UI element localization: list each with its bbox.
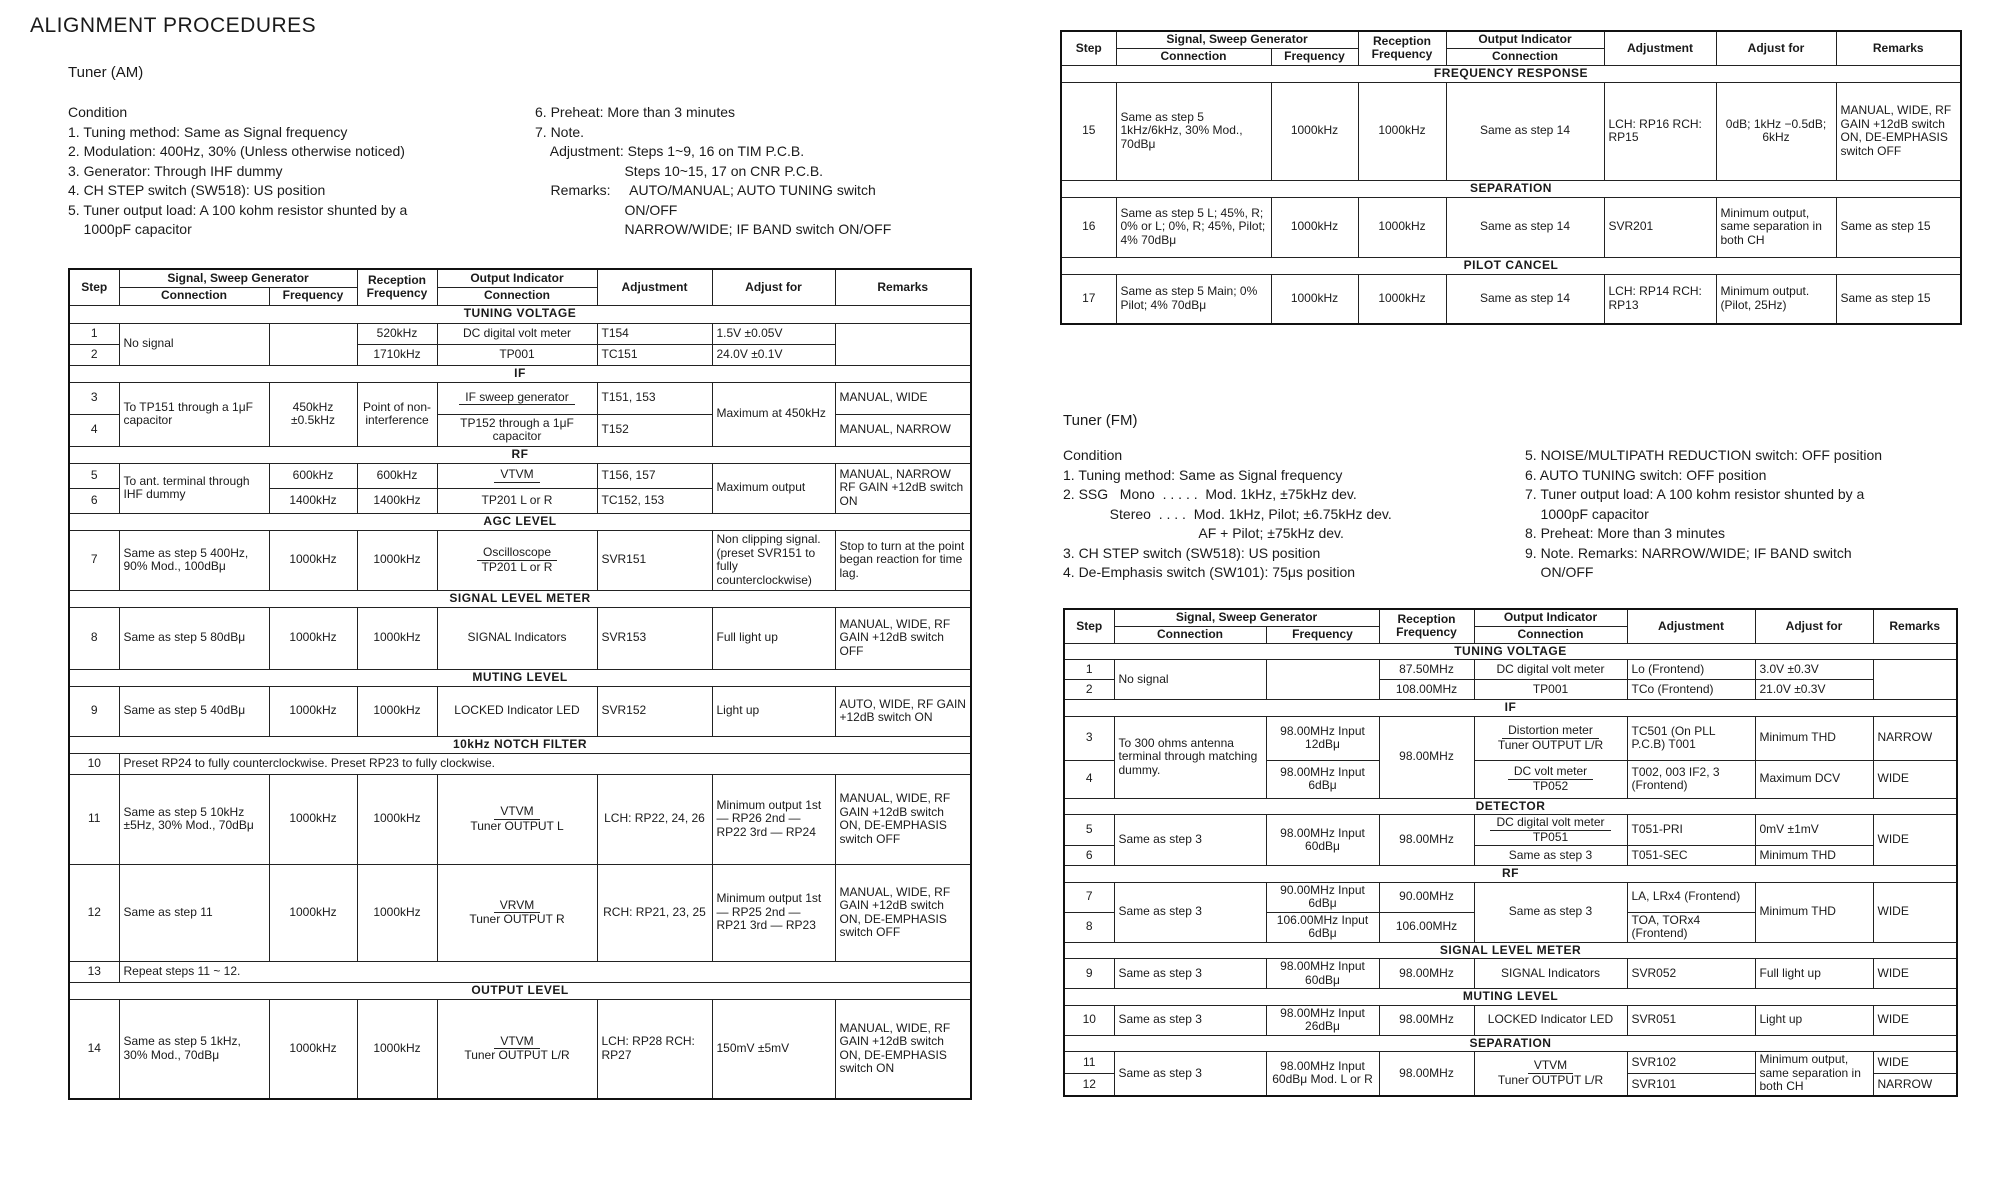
section-header: OUTPUT LEVEL (69, 982, 971, 999)
table-row: 7 Same as step 3 90.00MHz Input 6dBμ 90.00MHz Same as step 3 LA, LRx4 (Frontend) Minimum THD WIDE (1064, 882, 1957, 912)
table-row: 1 No signal 87.50MHz DC digital volt meter Lo (Frontend) 3.0V ±0.3V (1064, 660, 1957, 680)
table-row: 3 To TP151 through a 1μF capacitor 450kHz ±0.5kHz Point of non-interference IF sweep generator T151, 153 Maximum at 450kHz MANUAL, WIDE (69, 382, 971, 414)
table-row: 11 Same as step 5 10kHz ±5Hz, 30% Mod., 70dBμ 1000kHz 1000kHz VTVM Tuner OUTPUT L LCH: RP22, 24, 26 Minimum output 1st — RP26 2nd — RP22 3rd — RP24 MANUAL, WIDE, RF GAIN +12dB switch ON, DE-EMPHASIS switch OFF (69, 774, 971, 864)
table-row: 7 Same as step 5 400Hz, 90% Mod., 100dBμ 1000kHz 1000kHz Oscilloscope TP201 L or R SVR151 Non clipping signal. (preset SVR151 to fully counterclockwise) Stop to turn at the point began reaction for time lag. (69, 530, 971, 590)
col-remarks: Remarks (835, 269, 971, 305)
fm-condition-left: Condition 1. Tuning method: Same as Signal frequency 2. SSG Mono . . . . . Mod. 1kHz, ±75kHz dev. Stereo . . . . Mod. 1kHz, Pilot; ±6.75kHz dev. AF + Pilot; ±75kHz dev. 3. CH STEP switch (SW518): US position 4. De-Emphasis switch (SW101): 75μs position (1063, 447, 1392, 580)
am-alignment-table-continued: Step Signal, Sweep Generator Reception Frequency Output Indicator Adjustment Adjust for Remarks Connection Frequency Connection FREQUENCY RESPONSE 15 Same as step 5 1kHz/6kHz, 30% Mod., 70dBμ 1000kHz 1000kHz Same as step 14 LCH: RP16 RCH: RP15 0dB; 1kHz −0.5dB; 6kHz MANUAL, WIDE, RF GAIN +12dB switch ON, DE-EMPHASIS switch OFF SEPARATION 16 Same as step 5 L; 45%, R; 0% or L; 0%, R; 45%, Pilot; 4% 70dBμ 1000kHz 1000kHz Same as step 14 SVR201 Minimum output, same separation in both CH Same as step 15 PILOT CANCEL 17 Same as step 5 Main; 0% Pilot; 4% 70dBμ 1000kHz 1000kHz Same as step 14 LCH: RP14 RCH: RP13 Minimum output. (Pilot, 25Hz) Same as step 15 (1060, 30, 1962, 325)
table-row: 12 Same as step 11 1000kHz 1000kHz VRVM Tuner OUTPUT R RCH: RP21, 23, 25 Minimum output 1st — RP25 2nd — RP21 3rd — RP23 MANUAL, WIDE, RF GAIN +12dB switch ON, DE-EMPHASIS switch OFF (69, 864, 971, 961)
table-row: 6 Same as step 3 T051-SEC Minimum THD (1064, 846, 1957, 866)
col-adjust-for: Adjust for (712, 269, 835, 305)
section-header: 10kHz NOTCH FILTER (69, 736, 971, 753)
col-frequency: Frequency (269, 287, 357, 305)
table-row: 8 106.00MHz Input 6dBμ 106.00MHz TOA, TORx4 (Frontend) (1064, 912, 1957, 942)
section-header: RF (69, 446, 971, 463)
fm-condition-right: 5. NOISE/MULTIPATH REDUCTION switch: OFF position 6. AUTO TUNING switch: OFF position 7. Tuner output load: A 100 kohm resistor shunted by a 1000pF capacitor 8. Preheat: More than 3 minutes 9. Note. Remarks: NARROW/WIDE; IF BAND switch ON/OFF (1525, 447, 1883, 580)
table-row: 15 Same as step 5 1kHz/6kHz, 30% Mod., 70dBμ 1000kHz 1000kHz Same as step 14 LCH: RP16 RCH: RP15 0dB; 1kHz −0.5dB; 6kHz MANUAL, WIDE, RF GAIN +12dB switch ON, DE-EMPHASIS switch OFF (1061, 82, 1961, 180)
col-signal: Signal, Sweep Generator (119, 269, 357, 287)
table-row: 11 Same as step 3 98.00MHz Input 60dBμ Mod. L or R 98.00MHz VTVM Tuner OUTPUT L/R SVR102 Minimum output, same separation in both CH WIDE (1064, 1052, 1957, 1074)
section-header: SEPARATION (1061, 180, 1961, 197)
table-row: 10 Preset RP24 to fully counterclockwise. Preset RP23 to fully clockwise. (69, 753, 971, 774)
section-header: IF (1064, 700, 1957, 717)
table-row: 9 Same as step 3 98.00MHz Input 60dBμ 98.00MHz SIGNAL Indicators SVR052 Full light up WIDE (1064, 959, 1957, 989)
table-row: 13 Repeat steps 11 ~ 12. (69, 961, 971, 982)
table-row: 8 Same as step 5 80dBμ 1000kHz 1000kHz SIGNAL Indicators SVR153 Full light up MANUAL, WIDE, RF GAIN +12dB switch OFF (69, 607, 971, 669)
fm-alignment-table: Step Signal, Sweep Generator Reception Frequency Output Indicator Adjustment Adjust for Remarks Connection Frequency Connection TUNING VOLTAGE 1 No signal 87.50MHz DC digital volt meter Lo (Frontend) 3.0V ±0.3V 2 108.00MHz TP001 TCo (Frontend) 21.0V ±0.3V IF 3 To 300 ohms antenna terminal through matching dummy. 98.00MHz Input 12dBμ 98.00MHz Distortion meter Tuner OUTPUT L/R TC501 (On PLL P.C.B) T001 Minimum THD NARROW 4 98.00MHz Input 6dBμ DC volt meter TP052 T002, 003 IF2, 3 (Frontend) Maximum DCV WIDE DETECTOR 5 Same as step 3 98.00MHz Input 60dBμ 98.00MHz DC digital volt meter TP051 T051-PRI 0mV ±1mV WIDE 6 Same as step 3 T051-SEC Minimum THD RF 7 Same as step 3 90.00MHz Input 6dBμ 90.00MHz Same as step 3 LA, LRx4 (Frontend) Minimum THD WIDE 8 106.00MHz Input 6dBμ 106.00MHz TOA, TORx4 (Frontend) SIGNAL LEVEL METER 9 Same as step 3 98.00MHz Input 60dBμ 98.00MHz SIGNAL Indicators SVR052 Full light up WIDE MUTING LEVEL 10 Same as step 3 98.00MHz Input 26dBμ 98.00MHz LOCKED Indicator LED SVR051 Light up WIDE SEPARATION 11 Same as step 3 98.00MHz Input 60dBμ Mod. L or R 98.00MHz VTVM Tuner OUTPUT L/R SVR102 Minimum output, same separation in both CH WIDE 12 SVR101 NARROW (1063, 608, 1958, 1097)
am-condition-left: Condition 1. Tuning method: Same as Signal frequency 2. Modulation: 400Hz, 30% (Unless otherwise noticed) 3. Generator: Through IHF dummy 4. CH STEP switch (SW518): US position 5. Tuner output load: A 100 kohm resistor shunted by a 1000pF capacitor (68, 104, 408, 237)
table-row: 2 108.00MHz TP001 TCo (Frontend) 21.0V ±0.3V (1064, 680, 1957, 700)
table-row: 4 98.00MHz Input 6dBμ DC volt meter TP052 T002, 003 IF2, 3 (Frontend) Maximum DCV WIDE (1064, 760, 1957, 798)
fm-section-title: Tuner (FM) (1063, 412, 1138, 429)
section-header: IF (69, 365, 971, 382)
col-output: Output Indicator (437, 269, 597, 287)
col-adjustment: Adjustment (597, 269, 712, 305)
table-row: 10 Same as step 3 98.00MHz Input 26dBμ 98.00MHz LOCKED Indicator LED SVR051 Light up WIDE (1064, 1005, 1957, 1035)
table-row: 1 No signal 520kHz DC digital volt meter T154 1.5V ±0.05V (69, 323, 971, 344)
section-header: SIGNAL LEVEL METER (1064, 942, 1957, 959)
section-header: TUNING VOLTAGE (1064, 643, 1957, 660)
table-row: 14 Same as step 5 1kHz, 30% Mod., 70dBμ 1000kHz 1000kHz VTVM Tuner OUTPUT L/R LCH: RP28 RCH: RP27 150mV ±5mV MANUAL, WIDE, RF GAIN +12dB switch ON, DE-EMPHASIS switch ON (69, 999, 971, 1099)
col-connection: Connection (119, 287, 269, 305)
section-header: DETECTOR (1064, 798, 1957, 815)
section-header: FREQUENCY RESPONSE (1061, 65, 1961, 82)
section-header: RF (1064, 866, 1957, 883)
table-row: 5 Same as step 3 98.00MHz Input 60dBμ 98.00MHz DC digital volt meter TP051 T051-PRI 0mV ±1mV WIDE (1064, 815, 1957, 846)
table-row: 3 To 300 ohms antenna terminal through matching dummy. 98.00MHz Input 12dBμ 98.00MHz Distortion meter Tuner OUTPUT L/R TC501 (On PLL P.C.B) T001 Minimum THD NARROW (1064, 716, 1957, 760)
table-row: 9 Same as step 5 40dBμ 1000kHz 1000kHz LOCKED Indicator LED SVR152 Light up AUTO, WIDE, RF GAIN +12dB switch ON (69, 686, 971, 736)
table-row: 5 To ant. terminal through IHF dummy 600kHz 600kHz VTVM T156, 157 Maximum output MANUAL, NARROW RF GAIN +12dB switch ON (69, 463, 971, 488)
table-row: 6 1400kHz 1400kHz TP201 L or R TC152, 153 (69, 488, 971, 513)
section-header: MUTING LEVEL (69, 669, 971, 686)
table-row: 16 Same as step 5 L; 45%, R; 0% or L; 0%, R; 45%, Pilot; 4% 70dBμ 1000kHz 1000kHz Same as step 14 SVR201 Minimum output, same separation in both CH Same as step 15 (1061, 197, 1961, 257)
page-title: ALIGNMENT PROCEDURES (30, 14, 317, 37)
section-header: PILOT CANCEL (1061, 257, 1961, 274)
am-section-title: Tuner (AM) (68, 64, 144, 81)
col-step: Step (69, 269, 119, 305)
section-header: MUTING LEVEL (1064, 989, 1957, 1006)
table-row: 2 1710kHz TP001 TC151 24.0V ±0.1V (69, 344, 971, 365)
table-row: 12 SVR101 NARROW (1064, 1074, 1957, 1096)
am-alignment-table (68, 268, 972, 1100)
section-header: SEPARATION (1064, 1035, 1957, 1052)
am-condition-right: 6. Preheat: More than 3 minutes 7. Note. Adjustment: Steps 1~9, 16 on TIM P.C.B. Steps 10~15, 17 on CNR P.C.B. Remarks: AUTO/MANUAL; AUTO TUNING switch ON/OFF NARROW/WIDE; IF BAND switch ON/OFF (535, 104, 892, 237)
table-row: 17 Same as step 5 Main; 0% Pilot; 4% 70dBμ 1000kHz 1000kHz Same as step 14 LCH: RP14 RCH: RP13 Minimum output. (Pilot, 25Hz) Same as step 15 (1061, 274, 1961, 324)
section-header: TUNING VOLTAGE (69, 305, 971, 323)
table-row: 4 TP152 through a 1μF capacitor T152 MANUAL, NARROW (69, 414, 971, 446)
col-out-connection: Connection (437, 287, 597, 305)
section-header: AGC LEVEL (69, 513, 971, 530)
col-reception: Reception Frequency (357, 269, 437, 305)
section-header: SIGNAL LEVEL METER (69, 590, 971, 607)
